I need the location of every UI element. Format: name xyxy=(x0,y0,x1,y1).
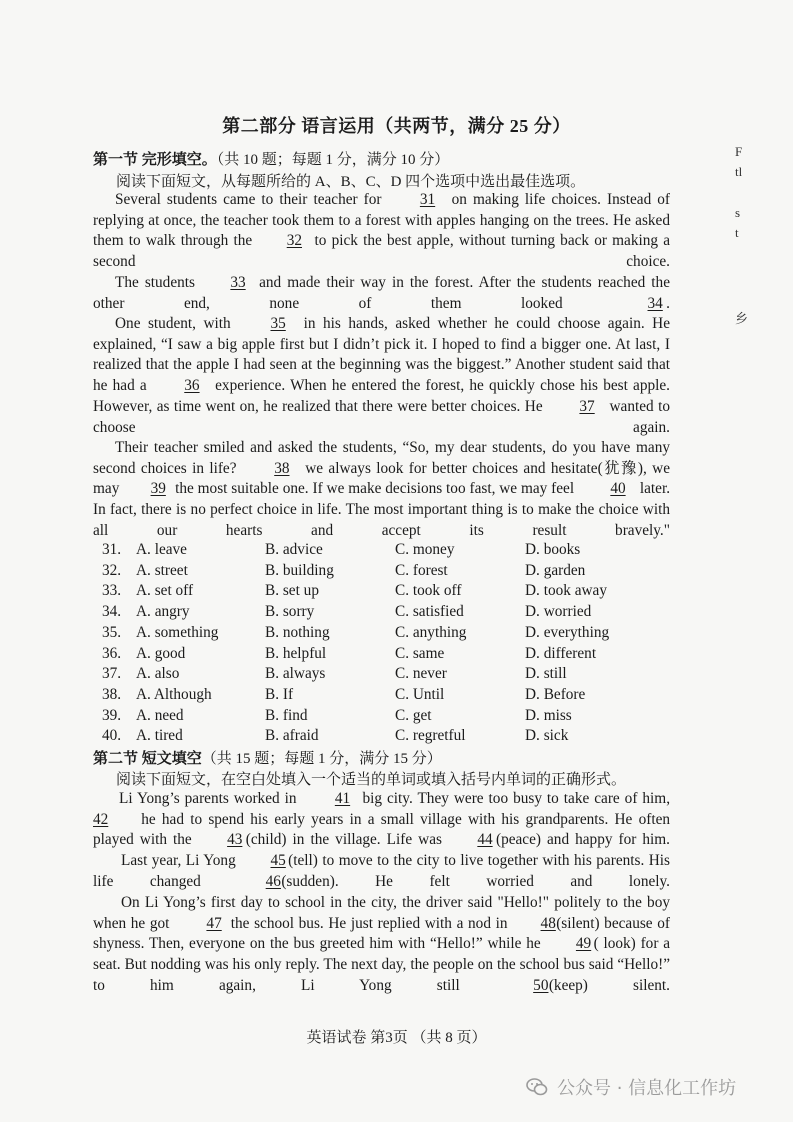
option-row xyxy=(102,706,675,727)
option-number: 36. xyxy=(102,644,122,662)
section2-header xyxy=(93,747,442,768)
option-d: D. sick xyxy=(525,727,569,745)
passage2-paragraph3: On Li Yong’s first day to school in the city, the driver said "Hello!" politely to the boy when he got 47 the school bus. He just replied with a nod in 48(silent) because of shyness. Then, everyone on the bus greeted him with “Hello!” while he 49 ( look) for a seat. But nodding was his only reply. The next day, the people on the school bus said “Hello!” to him again, Li Yong still 50(keep) silent. xyxy=(93,893,670,1017)
option-c: C. anything xyxy=(395,623,467,641)
option-number: 37. xyxy=(102,665,122,683)
option-b: B. set up xyxy=(265,582,319,600)
option-c: C. get xyxy=(395,706,432,724)
option-b: B. find xyxy=(265,706,308,724)
option-d: D. worried xyxy=(525,603,592,621)
blank-34: 34 xyxy=(647,294,663,312)
option-d: D. took away xyxy=(525,582,607,600)
option-row xyxy=(102,623,675,644)
option-b: B. advice xyxy=(265,541,323,558)
option-number: 35. xyxy=(102,623,122,641)
section1-info: （共 10 题；每题 1 分，满分 10 分） xyxy=(216,152,450,168)
section2-heading: 第二节 短文填空 xyxy=(93,751,202,767)
page-footer: 英语试卷 第3页 （共 8 页） xyxy=(306,1030,487,1046)
option-a: A. tired xyxy=(136,727,183,745)
option-d: D. books xyxy=(525,541,581,558)
option-b: B. afraid xyxy=(265,727,319,745)
section1-heading: 第一节 完形填空。 xyxy=(93,152,217,168)
option-d: D. Before xyxy=(525,685,586,703)
option-number: 31. xyxy=(102,541,122,558)
passage1-paragraph3: One student, with 35 in his hands, asked whether he could choose again. He explained, “I saw a big apple first but I didn’t pick it. I hoped to find a bigger one. At last, I realized that the apple I had seen at the beginning was the biggest.” Another student said that he had a 36 experience. When he entered the forest, he quickly chose his best apple. However, as time went on, he realized that there were better choices. He 37 wanted to choose again. xyxy=(93,315,670,436)
option-d: D. miss xyxy=(525,706,572,724)
option-d: D. different xyxy=(525,644,597,662)
edge-fragment: s xyxy=(735,205,741,220)
option-d: D. still xyxy=(525,665,567,683)
option-number: 40. xyxy=(102,727,122,745)
option-a: A. need xyxy=(136,706,184,724)
option-number: 32. xyxy=(102,561,122,579)
section2-info: （共 15 题；每题 1 分，满分 15 分） xyxy=(201,751,442,767)
option-number: 34. xyxy=(102,603,122,621)
option-a: A. good xyxy=(136,644,186,662)
passage1-paragraph1: Several students came to their teacher for 31 on making life choices. Instead of replying at once, the teacher took them to a forest with apples hanging on the trees. He asked them to walk through the 32 to pick the best apple, without turning back or making a second choice. xyxy=(93,191,671,271)
option-b: B. sorry xyxy=(265,603,315,621)
option-row xyxy=(102,664,675,685)
blank-36: 36 xyxy=(184,377,200,395)
option-row xyxy=(102,602,675,623)
option-c: C. Until xyxy=(395,685,445,703)
option-c: C. money xyxy=(395,541,455,558)
blank-33: 33 xyxy=(230,274,246,291)
blank-39: 39 xyxy=(150,480,166,498)
passage1-paragraph4: Their teacher smiled and asked the students, “So, my dear students, do you have many second choices in life? 38 we always look for better choices and hesitate(犹豫), we may 39 the most suitable one. If we make decisions too fast, we may feel 40 later. In fact, there is no perfect choice in life. The most important thing is to make the choice with all our hearts and accept its result bravely." xyxy=(93,439,671,539)
option-c: C. satisfied xyxy=(395,603,464,621)
option-a: A. leave xyxy=(136,541,187,558)
blank-49: 49 xyxy=(575,935,592,953)
section2-instruction: 阅读下面短文，在空白处填入一个适当的单词或填入括号内单词的正确形式。 xyxy=(116,772,627,788)
section1-instruction: 阅读下面短文，从每题所给的 A、B、C、D 四个选项中选出最佳选项。 xyxy=(116,174,586,190)
option-c: C. same xyxy=(395,644,445,662)
option-b: B. always xyxy=(265,665,326,683)
blank-31: 31 xyxy=(419,191,436,208)
option-row xyxy=(102,581,675,602)
blank-43: 43 xyxy=(227,831,243,849)
option-d: D. everything xyxy=(525,623,610,641)
passage2-paragraph1: Li Yong’s parents worked in 41 big city. They were too busy to take care of him, 42 he had to spend his early years in a small village with his grandparents. He often played with the 43 (child) in the village. Life was 44 (peace) and happy for him. xyxy=(93,789,670,872)
option-c: C. forest xyxy=(395,561,448,579)
option-b: B. nothing xyxy=(265,623,330,641)
blank-46: 46 xyxy=(265,872,281,890)
option-row xyxy=(102,685,675,706)
option-a: A. Although xyxy=(136,685,212,703)
edge-fragment: tl xyxy=(735,164,743,179)
option-c: C. regretful xyxy=(395,727,466,745)
option-row xyxy=(102,726,675,747)
option-b: B. If xyxy=(265,685,294,703)
option-c: C. took off xyxy=(395,582,462,600)
blank-37: 37 xyxy=(579,397,595,415)
blank-35: 35 xyxy=(270,315,286,332)
option-a: A. also xyxy=(136,665,180,683)
option-c: C. never xyxy=(395,665,447,683)
passage1-paragraph2: The students 33 and made their way in the forest. After the students reached the other end, none of them looked 34 . xyxy=(93,273,670,335)
blank-32: 32 xyxy=(286,232,302,250)
edge-fragment: F xyxy=(735,144,743,159)
blank-44: 44 xyxy=(477,831,493,849)
option-number: 38. xyxy=(102,685,122,703)
option-a: A. set off xyxy=(136,582,194,600)
watermark-text: 公众号 · 信息化工作坊 xyxy=(557,1078,737,1099)
watermark xyxy=(525,1074,736,1100)
option-a: A. something xyxy=(136,623,219,641)
blank-38: 38 xyxy=(274,459,290,477)
wechat-icon xyxy=(525,1075,549,1099)
blank-42: 42 xyxy=(93,810,109,828)
options-table xyxy=(102,540,675,747)
option-number: 33. xyxy=(102,582,122,600)
section1-header xyxy=(93,148,449,169)
option-a: A. angry xyxy=(136,603,190,621)
blank-47: 47 xyxy=(206,914,222,932)
passage2-paragraph2: Last year, Li Yong 45 (tell) to move to the city to live together with his parents. His life changed 46(sudden). He felt worried and lonely. xyxy=(93,851,670,913)
blank-41: 41 xyxy=(334,790,351,807)
option-row xyxy=(102,644,675,665)
option-b: B. helpful xyxy=(265,644,327,662)
blank-40: 40 xyxy=(610,480,626,498)
blank-50: 50 xyxy=(533,976,549,994)
blank-45: 45 xyxy=(270,852,286,869)
blank-48: 48 xyxy=(540,914,556,932)
edge-fragment: 乡 xyxy=(735,311,749,326)
option-row xyxy=(102,540,675,561)
edge-fragment: t xyxy=(735,225,739,240)
option-d: D. garden xyxy=(525,561,586,579)
option-a: A. street xyxy=(136,561,188,579)
option-b: B. building xyxy=(265,561,334,579)
part-title: 第二部分 语言运用（共两节，满分 25 分） xyxy=(222,116,571,136)
option-row xyxy=(102,561,675,582)
option-number: 39. xyxy=(102,706,122,724)
